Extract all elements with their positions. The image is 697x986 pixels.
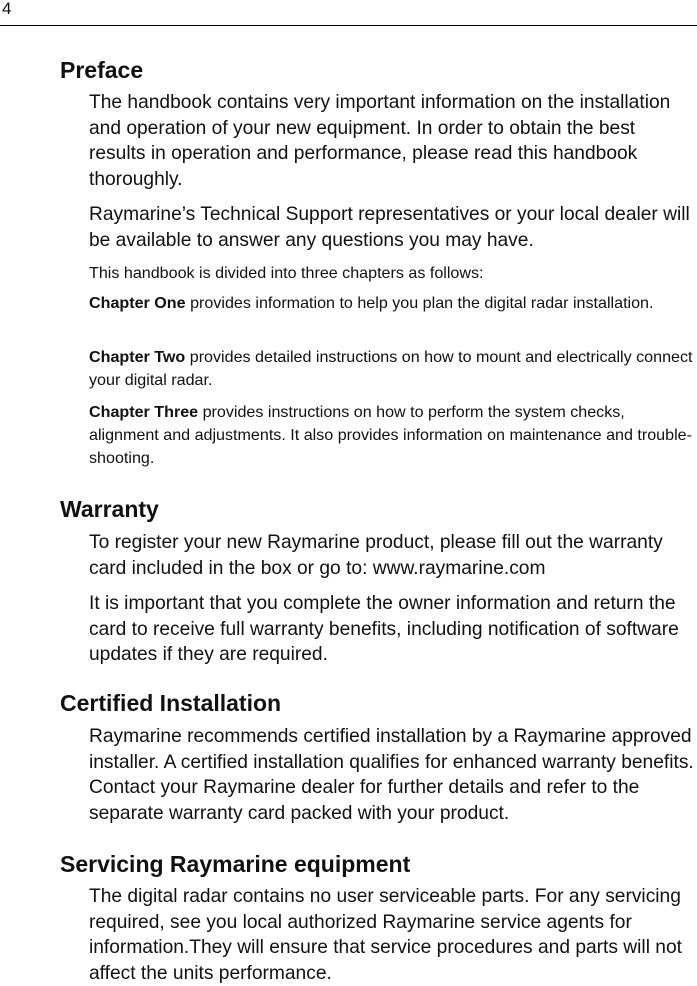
warranty-paragraph-2: It is important that you complete the owner information and return the card to receive full warranty benefits, including notification of software updates if they are required. xyxy=(89,593,679,665)
servicing-paragraph-1: The digital radar contains no user serviceable parts. For any servicing required, see you local authorized Raymarine service agents for information.They will ensure that service procedures and parts will not affect the units performance. xyxy=(89,886,682,984)
certified-paragraph-1: Raymarine recommends certified installation by a Raymarine approved installer. A certified installation qualifies for enhanced warranty benefits. Contact your Raymarine dealer for further details and refer to the separate warranty card packed with your product. xyxy=(89,726,694,824)
chapter-one-text: provides information to help you plan the digital radar installation. xyxy=(185,294,654,312)
warranty-heading: Warranty xyxy=(60,496,159,522)
preface-paragraph-3: This handbook is divided into three chapters as follows: xyxy=(89,264,484,282)
chapter-three-item xyxy=(89,401,695,469)
chapter-one-label: Chapter One xyxy=(89,294,186,312)
chapter-two-label: Chapter Two xyxy=(89,348,186,366)
preface-paragraph-2: Raymarine’s Technical Support representatives or your local dealer will be available to answer any questions you may have. xyxy=(89,204,690,251)
chapter-three-label: Chapter Three xyxy=(89,403,199,421)
chapter-two-item xyxy=(89,346,695,392)
preface-heading: Preface xyxy=(60,57,144,83)
chapter-two-text: provides detailed instructions on how to mount and electrically connect your digital radar. xyxy=(89,348,693,389)
servicing-heading: Servicing Raymarine equipment xyxy=(60,851,411,877)
page-number: 4 xyxy=(2,0,12,18)
chapter-one-item xyxy=(89,292,695,315)
header-rule xyxy=(0,25,697,26)
chapter-three-text: provides instructions on how to perform the system checks, alignment and adjustments. It also provides information on maintenance and trouble-shooting. xyxy=(89,403,692,467)
certified-installation-heading: Certified Installation xyxy=(60,690,282,716)
warranty-paragraph-1: To register your new Raymarine product, please fill out the warranty card included in the box or go to: www.raymarine.com xyxy=(89,532,663,579)
preface-paragraph-1: The handbook contains very important information on the installation and operation of your new equipment. In order to obtain the best results in operation and performance, please read this handbook thoroughly. xyxy=(89,92,671,190)
